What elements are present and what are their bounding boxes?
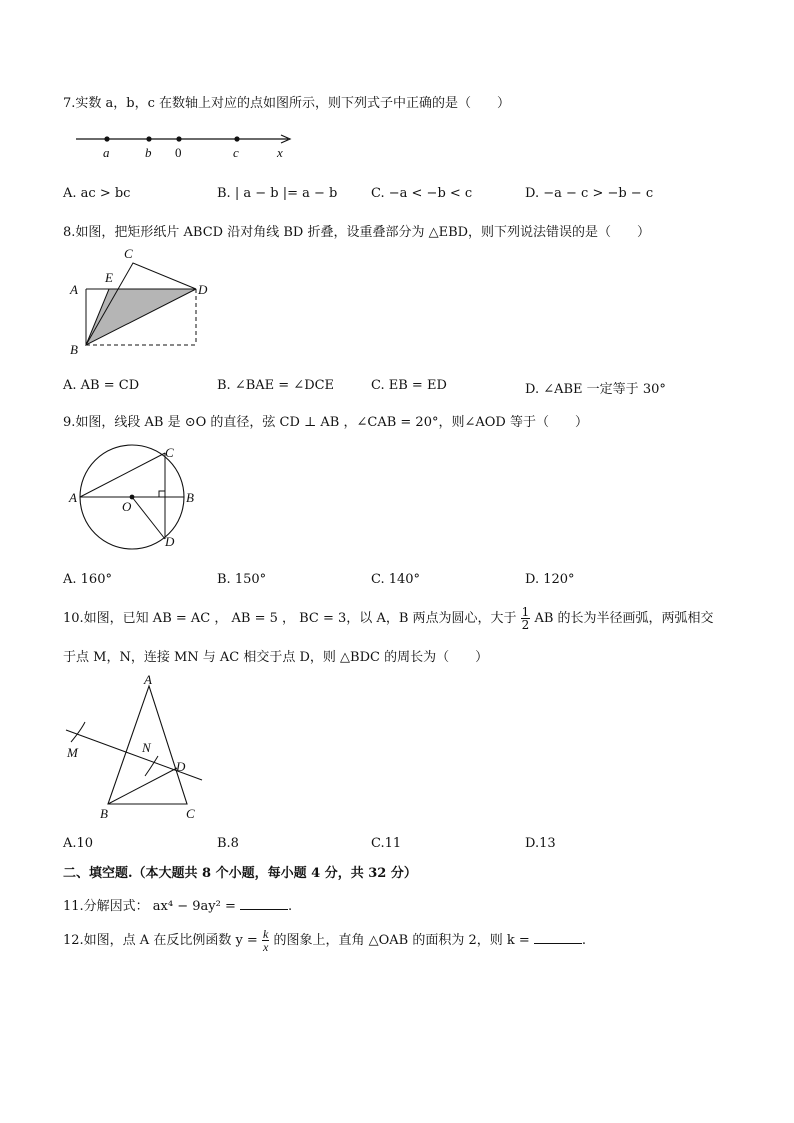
q10-stem-line1: 10.如图，已知 AB = AC ， AB = 5 ， BC = 3，以 A，B 两点为圆心，大于 $\frac{1}{2}$ AB 的长为半径画弧，两弧相交	[63, 605, 714, 632]
q9-option-a: A. 160°	[63, 572, 112, 587]
q8-option-d: D. ∠ABE 一定等于 30°	[525, 382, 666, 397]
label-O: O	[122, 499, 132, 514]
label-C: C	[186, 806, 195, 821]
q7-option-b: B. | a − b |= a − b	[217, 186, 338, 201]
label-M: M	[67, 745, 78, 760]
label-D: D	[165, 534, 175, 549]
q7-option-c: C. −a < −b < c	[371, 186, 473, 201]
q10-stem-line2: 于点 M，N，连接 MN 与 AC 相交于点 D，则 △BDC 的周长为（ ）	[63, 650, 489, 665]
fraction-k-over-x: $\frac{k}{x}$	[262, 927, 269, 954]
q8-option-a: A. AB = CD	[63, 378, 140, 393]
label-B: B	[186, 490, 194, 505]
point-a	[104, 136, 109, 141]
point-c	[234, 136, 239, 141]
q11-stem: 11.分解因式： ax⁴ − 9ay² = .	[63, 899, 293, 914]
q7-option-d: D. −a − c > −b − c	[525, 186, 654, 201]
q8-option-b: B. ∠BAE = ∠DCE	[217, 378, 335, 393]
q8-option-c: C. EB = ED	[371, 378, 447, 393]
q9-circle-figure	[60, 438, 210, 553]
label-A: A	[70, 282, 78, 297]
label-C: C	[165, 445, 174, 460]
label-E: E	[105, 270, 113, 285]
point-zero	[176, 136, 181, 141]
label-N: N	[142, 740, 151, 755]
q10-option-d: D.13	[525, 836, 556, 851]
q8-fold-figure	[60, 244, 220, 356]
q10-option-b: B.8	[217, 836, 239, 851]
q10-option-c: C.11	[371, 836, 402, 851]
q9-option-c: C. 140°	[371, 572, 421, 587]
q9-option-b: B. 150°	[217, 572, 267, 587]
label-x: x	[277, 145, 283, 160]
fraction-one-half: $\frac{1}{2}$	[521, 605, 530, 632]
point-b	[146, 136, 151, 141]
q7-option-a: A. ac > bc	[63, 186, 131, 201]
label-a: a	[103, 145, 110, 160]
label-D: D	[176, 759, 186, 774]
label-c: c	[233, 145, 239, 160]
q7-number-line	[70, 128, 300, 164]
q10-triangle-figure	[60, 672, 210, 824]
q8-stem: 8.如图，把矩形纸片 ABCD 沿对角线 BD 折叠，设重叠部分为 △EBD，则下列说法错误的是（ ）	[63, 225, 651, 240]
label-B: B	[100, 806, 108, 821]
q9-option-d: D. 120°	[525, 572, 575, 587]
q9-stem: 9.如图，线段 AB 是 ⊙O 的直径，弦 CD ⊥ AB ，∠CAB = 20°，则∠AOD 等于（ ）	[63, 415, 588, 430]
answer-blank	[240, 909, 288, 910]
label-A: A	[69, 490, 77, 505]
label-A: A	[144, 672, 152, 687]
label-B: B	[70, 342, 78, 356]
label-b: b	[145, 145, 152, 160]
label-D: D	[198, 282, 208, 297]
label-zero: 0	[175, 145, 182, 160]
q10-option-a: A.10	[63, 836, 94, 851]
q12-stem: 12.如图，点 A 在反比例函数 y = $\frac{k}{x}$ 的图象上，直角 △OAB 的面积为 2，则 k = .	[63, 927, 587, 954]
answer-blank	[534, 943, 582, 944]
section-title: 二、填空题.（本大题共 8 个小题，每小题 4 分，共 32 分）	[63, 866, 417, 881]
q7-stem: 7.实数 a，b，c 在数轴上对应的点如图所示，则下列式子中正确的是（ ）	[63, 96, 511, 111]
label-C: C	[124, 246, 133, 261]
